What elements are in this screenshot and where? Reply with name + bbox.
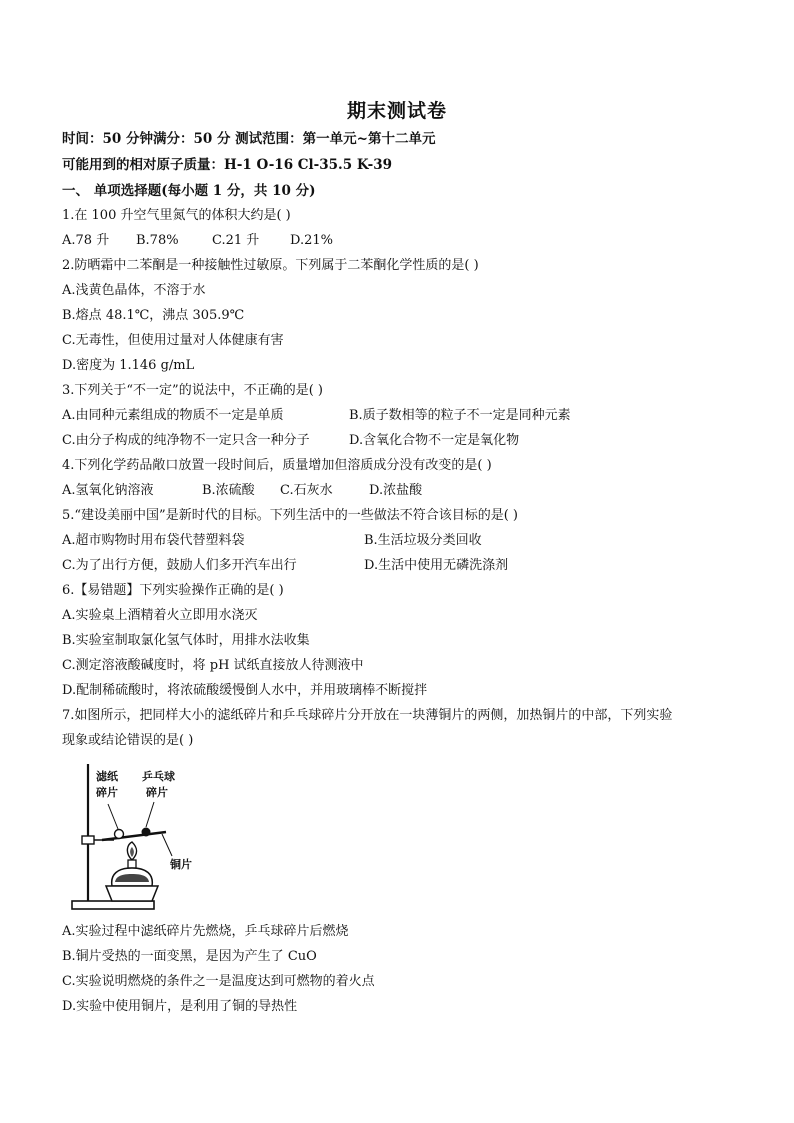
copper-label-line <box>162 834 172 856</box>
question-6-option-c: C.测定溶液酸碱度时，将 pH 试纸直接放人待测液中 <box>62 658 364 673</box>
option-c: C.石灰水 <box>280 483 333 498</box>
filter-paper-piece <box>115 830 124 839</box>
option-a: A.超市购物时用布袋代替塑料袋 <box>62 533 245 548</box>
question-7-option-b: B.铜片受热的一面变黑，是因为产生了 CuO <box>62 949 317 964</box>
option-a: A.由同种元素组成的物质不一定是单质 <box>62 408 284 423</box>
question-6-option-d: D.配制稀硫酸时，将浓硫酸缓慢倒人水中，并用玻璃棒不断搅拌 <box>62 683 428 698</box>
question-6-option-b: B.实验室制取氯化氢气体时，用排水法收集 <box>62 633 310 648</box>
question-4-stem: 4.下列化学药品敞口放置一段时间后，质量增加但溶质成分没有改变的是( ) <box>62 458 492 473</box>
question-1-options <box>62 232 333 250</box>
question-2-option-a: A.浅黄色晶体，不溶于水 <box>62 283 206 298</box>
experiment-figure <box>66 758 236 913</box>
option-a: A.78 升 <box>62 233 110 248</box>
question-3-stem: 3.下列关于“不一定”的说法中，不正确的是( ) <box>62 383 323 398</box>
question-2-stem: 2.防晒霜中二苯酮是一种接触性过敏原。下列属于二苯酮化学性质的是( ) <box>62 258 479 273</box>
lamp-stand <box>106 886 158 901</box>
question-4-options <box>62 482 422 500</box>
question-1-stem: 1.在 100 升空气里氮气的体积大约是( ) <box>62 208 291 223</box>
option-d: D.浓盐酸 <box>369 483 423 498</box>
lamp-neck <box>128 860 136 868</box>
option-d: D.生活中使用无磷洗涤剂 <box>364 558 509 573</box>
question-2-option-c: C.无毒性，但使用过量对人体健康有害 <box>62 333 284 348</box>
pingpong-piece <box>142 828 151 837</box>
question-7-stem-line2: 现象或结论错误的是( ) <box>62 733 194 748</box>
question-6-stem: 6.【易错题】下列实验操作正确的是( ) <box>62 583 284 598</box>
option-d: D.含氧化合物不一定是氧化物 <box>349 433 520 448</box>
option-d: D.21% <box>290 233 333 248</box>
option-a: A.氢氧化钠溶液 <box>62 483 154 498</box>
copper-sheet <box>102 832 166 840</box>
page-title: 期末测试卷 <box>346 100 447 122</box>
option-c: C.21 升 <box>212 233 260 248</box>
option-b: B.质子数相等的粒子不一定是同种元素 <box>349 408 571 423</box>
question-2-option-d: D.密度为 1.146 g/mL <box>62 358 195 373</box>
question-5-options-cd <box>62 557 508 575</box>
question-6-option-a: A.实验桌上酒精着火立即用水浇灭 <box>62 608 258 623</box>
question-7-option-c: C.实验说明燃烧的条件之一是温度达到可燃物的着火点 <box>62 974 375 989</box>
filter-label-1: 滤纸 <box>96 770 118 783</box>
atomic-mass-info: 可能用到的相对原子质量：H-1 O-16 Cl-35.5 K-39 <box>62 157 392 173</box>
question-7-stem-line1: 7.如图所示，把同样大小的滤纸碎片和乒乓球碎片分开放在一块薄铜片的两侧，加热铜片的中部，下列实验 <box>62 708 673 723</box>
filter-label-2: 碎片 <box>96 786 118 799</box>
option-b: B.78% <box>136 233 179 248</box>
pingpong-label-2: 碎片 <box>146 786 168 799</box>
stand-base <box>72 901 154 909</box>
option-b: B.生活垃圾分类回收 <box>364 533 482 548</box>
copper-label: 铜片 <box>170 858 192 871</box>
pingpong-label-line <box>146 802 154 827</box>
pingpong-label-1: 乒乓球 <box>142 770 175 783</box>
option-b: B.浓硫酸 <box>202 483 255 498</box>
question-7-option-d: D.实验中使用铜片，是利用了铜的导热性 <box>62 999 298 1014</box>
question-3-options-cd <box>62 432 519 450</box>
question-5-stem: 5.“建设美丽中国”是新时代的目标。下列生活中的一些做法不符合该目标的是( ) <box>62 508 518 523</box>
option-c: C.由分子构成的纯净物不一定只含一种分子 <box>62 433 310 448</box>
option-c: C.为了出行方便，鼓励人们多开汽车出行 <box>62 558 297 573</box>
filter-label-line <box>108 804 118 829</box>
question-2-option-b: B.熔点 48.1℃，沸点 305.9℃ <box>62 308 245 323</box>
question-5-options-ab <box>62 532 482 550</box>
question-3-options-ab <box>62 407 571 425</box>
question-7-option-a: A.实验过程中滤纸碎片先燃烧，乒乓球碎片后燃烧 <box>62 924 349 939</box>
section-heading: 一、 单项选择题(每小题 1 分，共 10 分) <box>62 183 316 199</box>
clamp-boss <box>82 836 94 844</box>
exam-info: 时间：50 分钟满分：50 分 测试范围：第一单元~第十二单元 <box>62 131 436 147</box>
